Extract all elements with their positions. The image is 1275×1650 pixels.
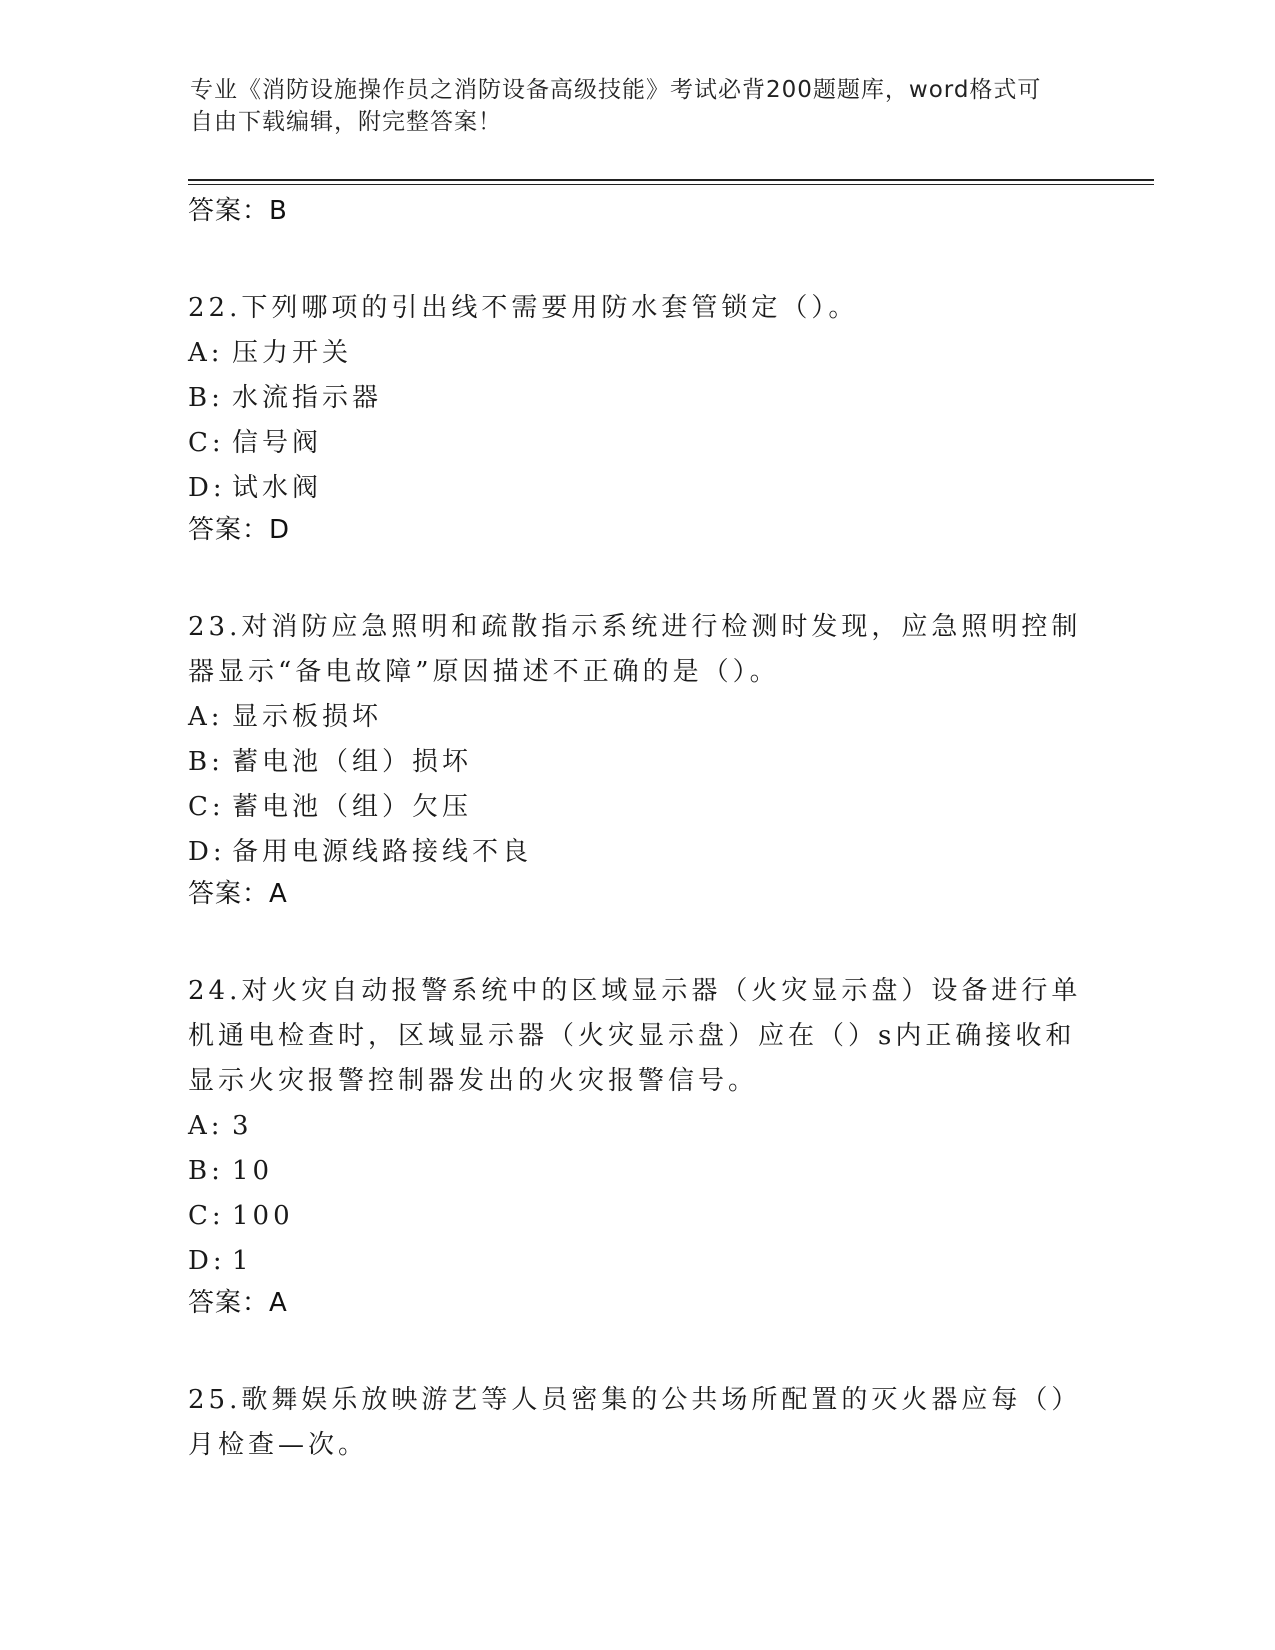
option-letter: B: xyxy=(188,747,224,777)
option-text: 信号阀 xyxy=(232,428,323,458)
option-d xyxy=(188,466,1088,511)
answer-line: 答案：B xyxy=(188,196,288,226)
option-text: 1 xyxy=(232,1246,253,1276)
document-header xyxy=(190,74,1090,138)
option-letter: B: xyxy=(188,1156,224,1186)
option-letter: A: xyxy=(188,338,224,368)
option-a xyxy=(188,331,1088,376)
option-letter: C: xyxy=(188,1201,225,1231)
option-text: 蓄电池（组）欠压 xyxy=(232,792,473,822)
option-text: 蓄电池（组）损坏 xyxy=(232,747,473,777)
question-block xyxy=(188,1378,1088,1468)
question-block xyxy=(188,286,1088,557)
option-text: 3 xyxy=(232,1111,253,1141)
option-a xyxy=(188,695,1088,740)
option-letter: C: xyxy=(188,792,225,822)
option-b xyxy=(188,376,1088,421)
header-rule-thin xyxy=(188,184,1154,185)
spacer xyxy=(188,557,1088,605)
option-letter: A: xyxy=(188,1111,224,1141)
option-d xyxy=(188,830,1088,875)
option-text: 100 xyxy=(232,1201,294,1231)
question-block xyxy=(188,969,1088,1330)
option-c xyxy=(188,1194,1088,1239)
option-b xyxy=(188,740,1088,785)
question-text: 25.歌舞娱乐放映游艺等人员密集的公共场所配置的灭火器应每（）月检查—次。 xyxy=(188,1385,1082,1460)
header-rule-thick xyxy=(188,179,1154,181)
option-text: 10 xyxy=(232,1156,274,1186)
spacer xyxy=(188,921,1088,969)
option-text: 压力开关 xyxy=(232,338,353,368)
option-letter: C: xyxy=(188,428,225,458)
header-line-1: 专业《消防设施操作员之消防设备高级技能》考试必背200题题库，word格式可 xyxy=(190,77,1042,103)
option-letter: D: xyxy=(188,837,226,867)
question-text: 24.对火灾自动报警系统中的区域显示器（火灾显示盘）设备进行单机通电检查时，区域显示器（火灾显示盘）应在（）s内正确接收和显示火灾报警控制器发出的火灾报警信号。 xyxy=(188,976,1082,1096)
option-text: 显示板损坏 xyxy=(232,702,383,732)
option-a xyxy=(188,1104,1088,1149)
question-block xyxy=(188,605,1088,921)
answer-line: 答案：A xyxy=(188,1288,288,1318)
option-text: 水流指示器 xyxy=(232,383,383,413)
option-c xyxy=(188,421,1088,466)
header-line-2: 自由下载编辑，附完整答案！ xyxy=(190,109,502,135)
option-letter: D: xyxy=(188,473,226,503)
option-letter: B: xyxy=(188,383,224,413)
question-list xyxy=(188,192,1088,1468)
option-text: 试水阀 xyxy=(232,473,323,503)
option-c xyxy=(188,785,1088,830)
option-b xyxy=(188,1149,1088,1194)
answer-line: 答案：D xyxy=(188,515,291,545)
option-letter: A: xyxy=(188,702,224,732)
question-text: 23.对消防应急照明和疏散指示系统进行检测时发现，应急照明控制器显示“备电故障”原因描述不正确的是（）。 xyxy=(188,612,1082,687)
option-d xyxy=(188,1239,1088,1284)
spacer xyxy=(188,1330,1088,1378)
question-text: 22.下列哪项的引出线不需要用防水套管锁定（）。 xyxy=(188,293,859,323)
answer-line: 答案：A xyxy=(188,879,288,909)
option-text: 备用电源线路接线不良 xyxy=(232,837,533,867)
spacer xyxy=(188,238,1088,286)
option-letter: D: xyxy=(188,1246,226,1276)
